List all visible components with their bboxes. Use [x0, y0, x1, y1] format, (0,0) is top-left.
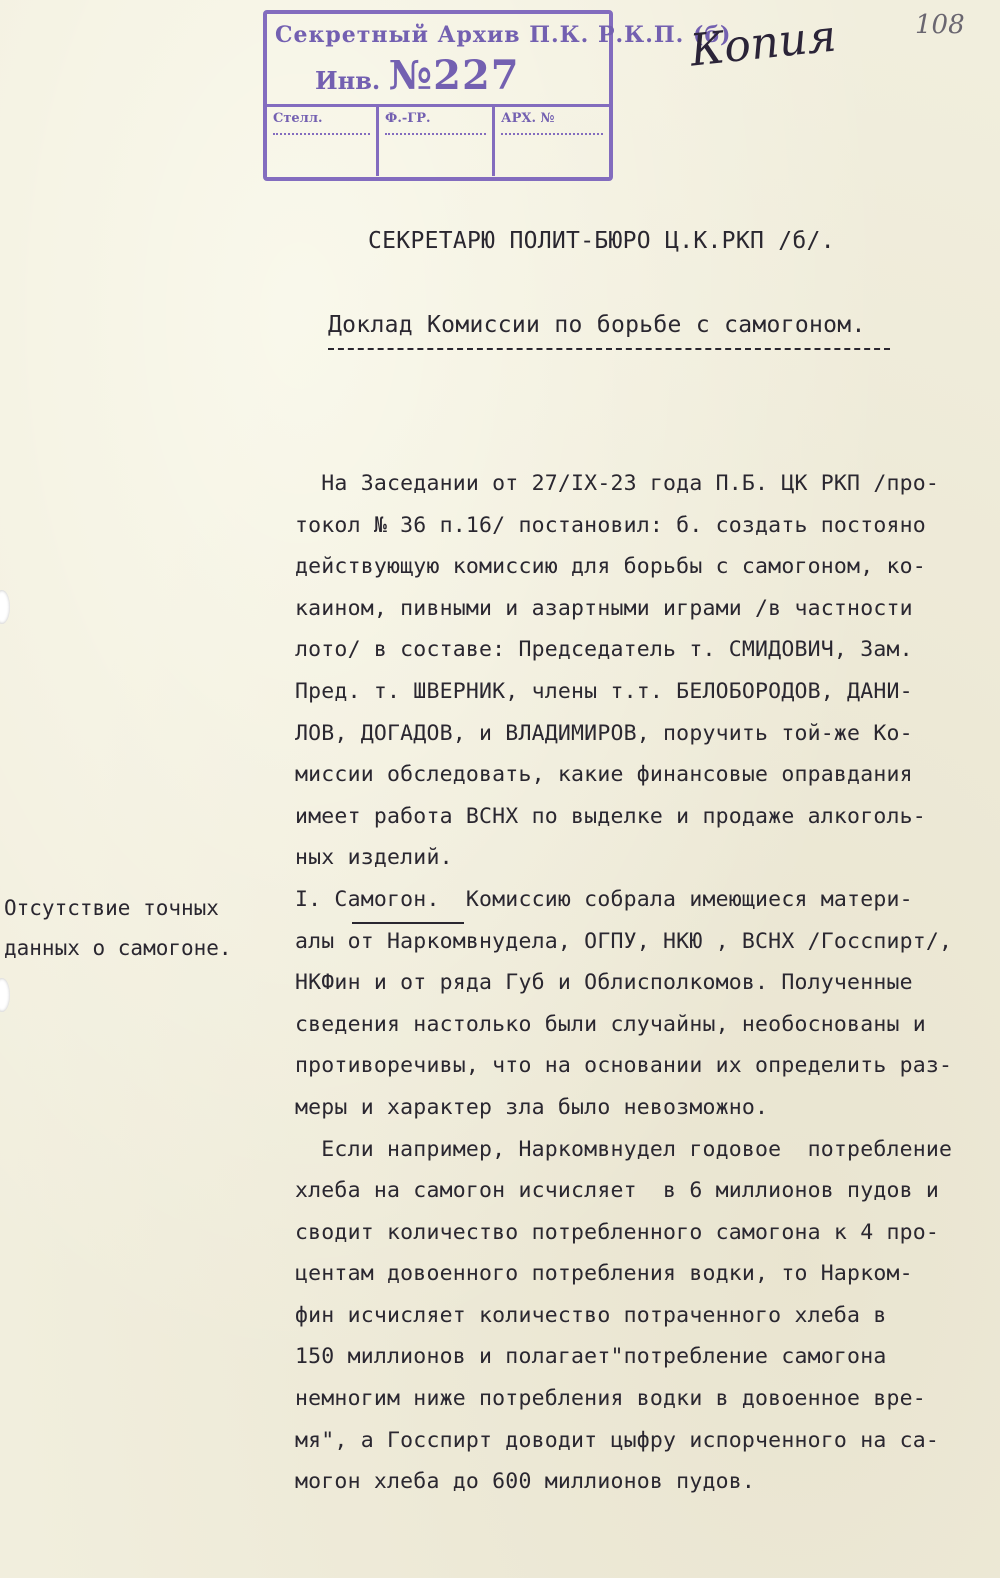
body-line: 150 миллионов и полагает"потребление самогона — [295, 1344, 887, 1370]
stamp-cell-label: Ф.-ГР. — [385, 111, 431, 126]
stamp-cell-rule — [501, 133, 603, 135]
body-line: миссии обследовать, какие финансовые оправдания — [295, 762, 913, 788]
body-line: могон хлеба до 600 миллионов пудов. — [295, 1469, 756, 1495]
body-line: центам довоенного потребления водки, то Нарком- — [295, 1261, 913, 1287]
body-line: меры и характер зла было невозможно. — [295, 1094, 769, 1120]
stamp-grid — [267, 104, 609, 176]
body-line: НКФин и от ряда Губ и Облисполкомов. Полученные — [295, 970, 913, 996]
addressee-heading: СЕКРЕТАРЮ ПОЛИТ-БЮРО Ц.К.РКП /б/. — [368, 228, 835, 254]
body-line: Пред. т. ШВЕРНИК, члены т.т. БЕЛОБОРОДОВ, ДАНИ- — [295, 678, 913, 704]
body-line: Если например, Наркомвнудел годовое потребление — [295, 1136, 953, 1162]
handwritten-copy-mark: Копия — [687, 10, 839, 77]
report-body — [295, 463, 985, 1503]
stamp-cell-archive-number — [495, 107, 609, 176]
page-number: 108 — [915, 10, 965, 40]
body-line: противоречивы, что на основании их определить раз- — [295, 1053, 953, 1079]
punch-hole — [0, 978, 10, 1012]
body-line: немногим ниже потребления водки в довоенное вре- — [295, 1386, 926, 1412]
report-title: Доклад Комиссии по борьбе с самогоном. — [328, 312, 866, 338]
stamp-inventory — [315, 52, 520, 99]
margin-note — [4, 888, 232, 968]
body-line: мя", а Госспирт доводит цыфру испорченного на са- — [295, 1427, 940, 1453]
stamp-cell-label: АРХ. № — [501, 111, 555, 126]
archive-stamp — [263, 10, 732, 181]
section-heading-underline — [352, 922, 464, 924]
margin-note-line: данных о самогоне. — [4, 936, 232, 960]
body-line: ных изделий. — [295, 845, 453, 871]
body-line: каином, пивными и азартными играми /в частности — [295, 595, 913, 621]
stamp-cell-rule — [273, 133, 370, 135]
body-line: фин исчисляет количество потраченного хлеба в — [295, 1302, 887, 1328]
stamp-archive-name: Секретный Архив П.К. Р.К.П. (б) — [275, 22, 732, 48]
body-line: хлеба на самогон исчисляет в 6 миллионов пудов и — [295, 1178, 940, 1204]
punch-hole — [0, 590, 10, 624]
body-line: ЛОВ, ДОГАДОВ, и ВЛАДИМИРОВ, поручить той-же Ко- — [295, 720, 913, 746]
body-line: На Заседании от 27/IX-23 года П.Б. ЦК РКП /про- — [295, 471, 940, 496]
body-line: лото/ в составе: Председатель т. СМИДОВИЧ, Зам. — [295, 637, 913, 663]
stamp-cell-rule — [385, 133, 486, 135]
body-line: алы от Наркомвнудела, ОГПУ, НКЮ , ВСНХ /Госспирт/, — [295, 928, 953, 954]
stamp-cell-label: Стелл. — [273, 111, 323, 126]
stamp-cell-fund — [379, 107, 495, 176]
body-line: токол № 36 п.16/ постановил: б. создать постояно — [295, 512, 926, 538]
body-line: I. Самогон. Комиссию собрала имеющиеся матери- — [295, 886, 913, 912]
margin-note-line: Отсутствие точных — [4, 896, 219, 920]
stamp-cell-shelf — [267, 107, 379, 176]
body-line: сведения настолько были случайны, необоснованы и — [295, 1011, 926, 1037]
title-underline — [328, 348, 890, 350]
body-line: имеет работа ВСНХ по выделке и продаже алкоголь- — [295, 803, 926, 829]
body-line: сводит количество потребленного самогона к 4 про- — [295, 1219, 940, 1245]
body-line: действующую комиссию для борьбы с самогоном, ко- — [295, 554, 926, 580]
stamp-inventory-number: №227 — [388, 52, 520, 99]
stamp-inventory-label: Инв. — [315, 66, 381, 95]
